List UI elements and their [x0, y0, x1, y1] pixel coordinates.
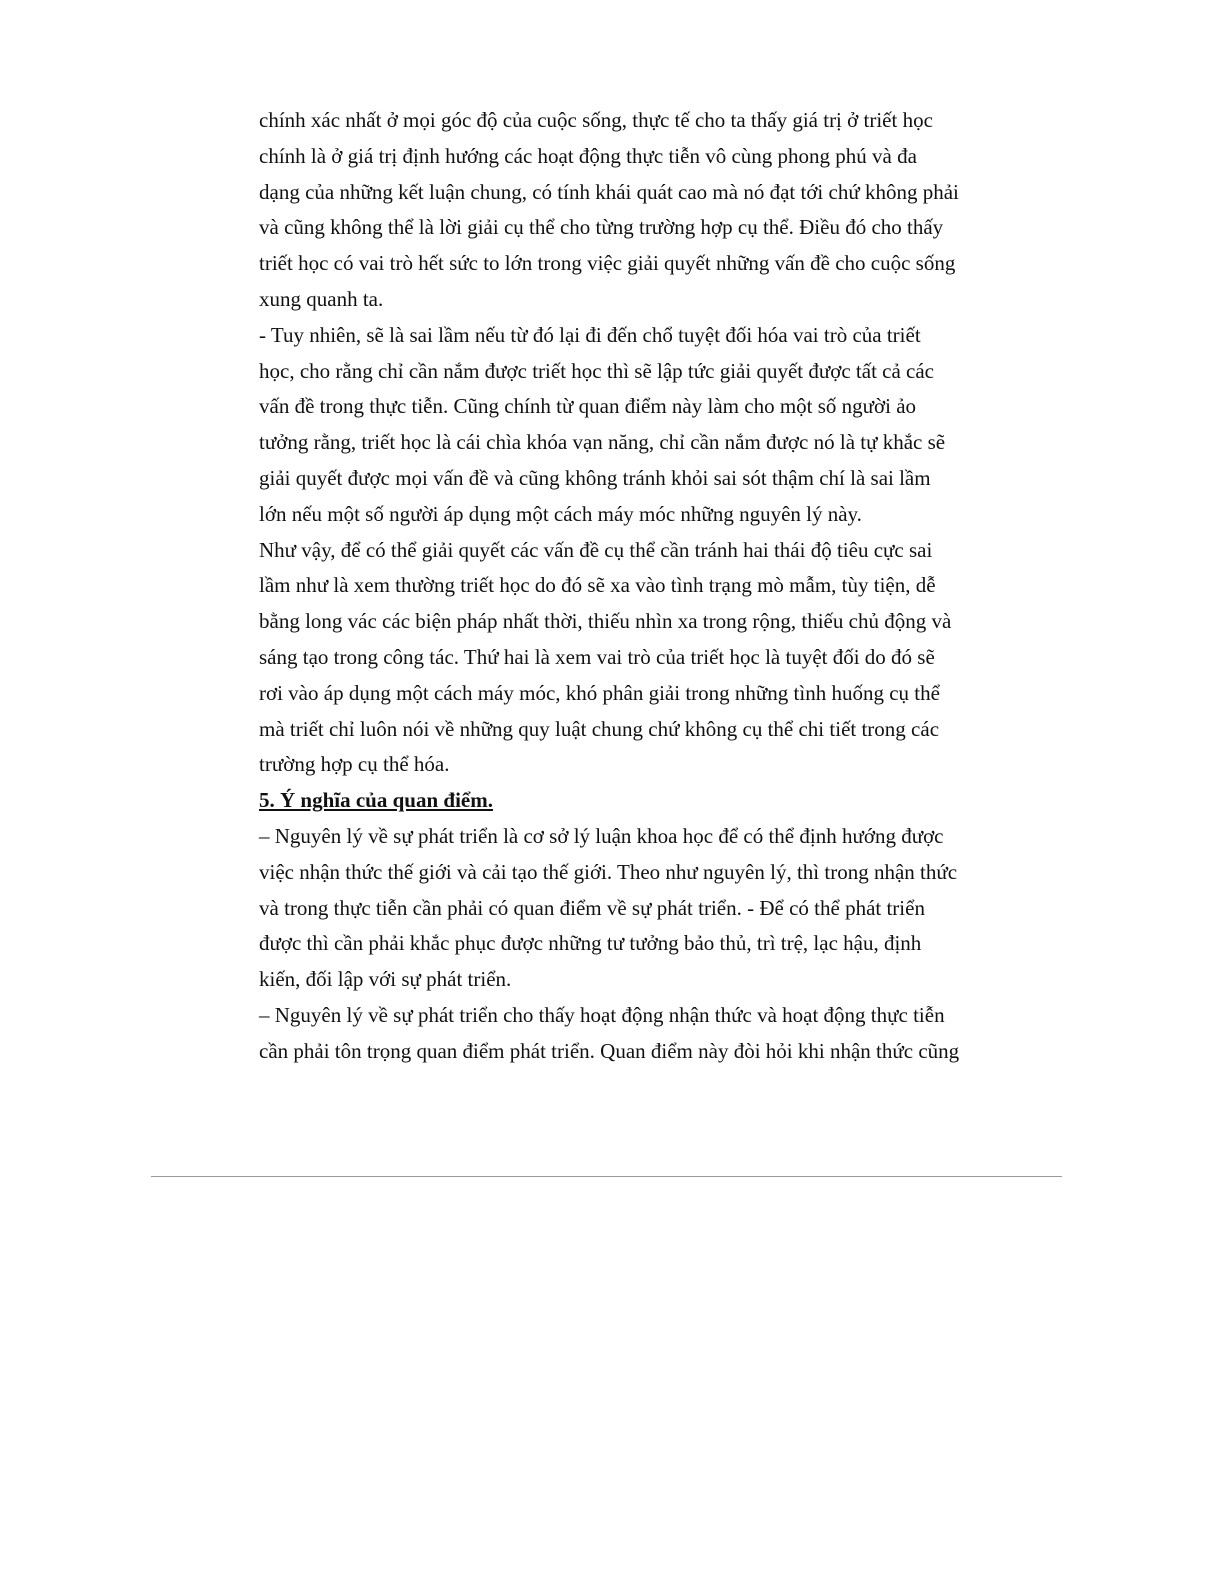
text-line: việc nhận thức thế giới và cải tạo thế giới. Theo như nguyên lý, thì trong nhận thức [259, 859, 958, 884]
text-line: dạng của những kết luận chung, có tính khái quát cao mà nó đạt tới chứ không phải [259, 179, 959, 204]
text-line: sáng tạo trong công tác. Thứ hai là xem vai trò của triết học là tuyệt đối do đó sẽ [259, 644, 935, 669]
text-line: bằng long vác các biện pháp nhất thời, thiếu nhìn xa trong rộng, thiếu chủ động và [259, 609, 952, 634]
text-line: tưởng rằng, triết học là cái chìa khóa vạn năng, chỉ cần nắm được nó là tự khắc sẽ [259, 430, 946, 455]
text-line: chính xác nhất ở mọi góc độ của cuộc sống, thực tế cho ta thấy giá trị ở triết học [259, 108, 933, 132]
text-line: – Nguyên lý về sự phát triển là cơ sở lý luận khoa học để có thể định hướng được [259, 823, 944, 848]
text-line: rơi vào áp dụng một cách máy móc, khó phân giải trong những tình huống cụ thể [259, 680, 940, 705]
text-line: cần phải tôn trọng quan điểm phát triển. Quan điểm này đòi hỏi khi nhận thức cũng [259, 1038, 960, 1063]
page-body-text [259, 103, 959, 1070]
text-line: Như vậy, để có thể giải quyết các vấn đề cụ thể cần tránh hai thái độ tiêu cực sai [259, 537, 933, 562]
text-line: mà triết chỉ luôn nói về những quy luật chung chứ không cụ thể chi tiết trong các [259, 716, 940, 741]
text-line: vấn đề trong thực tiễn. Cũng chính từ quan điểm này làm cho một số người ảo [259, 394, 917, 419]
text-line: lớn nếu một số người áp dụng một cách máy móc những nguyên lý này. [259, 501, 862, 526]
text-line: lầm như là xem thường triết học do đó sẽ xa vào tình trạng mò mẫm, tùy tiện, dễ [259, 573, 936, 598]
text-line: và trong thực tiễn cần phải có quan điểm về sự phát triển. - Để có thể phát triển [259, 895, 925, 920]
text-line: trường hợp cụ thể hóa. [259, 752, 450, 777]
text-line: chính là ở giá trị định hướng các hoạt động thực tiễn vô cùng phong phú và đa [259, 143, 917, 168]
text-line: học, cho rằng chỉ cần nắm được triết học thì sẽ lập tức giải quyết được tất cả các [259, 358, 935, 383]
section-heading: 5. Ý nghĩa của quan điểm. [259, 788, 493, 813]
text-line: kiến, đối lập với sự phát triển. [259, 967, 512, 992]
text-line: được thì cần phải khắc phục được những tư tưởng bảo thủ, trì trệ, lạc hậu, định [259, 931, 922, 956]
text-line: giải quyết được mọi vấn đề và cũng không tránh khỏi sai sót thậm chí là sai lầm [259, 465, 931, 490]
text-line: – Nguyên lý về sự phát triển cho thấy hoạt động nhận thức và hoạt động thực tiễn [259, 1002, 945, 1027]
text-line: triết học có vai trò hết sức to lớn trong việc giải quyết những vấn đề cho cuộc sống [259, 251, 956, 276]
text-line: và cũng không thể là lời giải cụ thể cho từng trường hợp cụ thể. Điều đó cho thấy [259, 215, 944, 240]
page-divider [151, 1176, 1062, 1177]
text-line: xung quanh ta. [259, 286, 384, 311]
text-line: - Tuy nhiên, sẽ là sai lầm nếu từ đó lại đi đến chổ tuyệt đối hóa vai trò của triết [259, 322, 921, 347]
